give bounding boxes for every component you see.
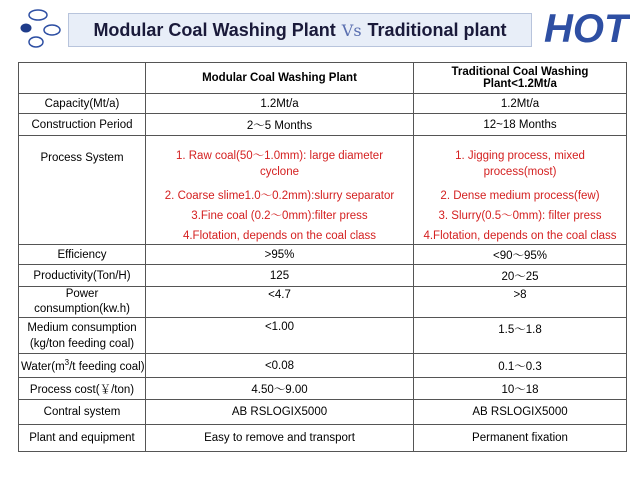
process-line: 3.Fine coal (0.2～0mm):filter press	[191, 210, 368, 222]
title-vs: Vs	[341, 20, 362, 40]
row-label	[19, 287, 146, 318]
table-row	[19, 400, 627, 425]
modular-value: 4.50～9.00	[146, 378, 414, 400]
table-row	[19, 378, 627, 400]
traditional-value: 1.5～1.8	[414, 318, 627, 354]
process-line: 1. Raw coal(50～1.0mm): large diameter	[175, 150, 384, 162]
table-row	[19, 287, 627, 318]
header-modular: Modular Coal Washing Plant	[146, 63, 414, 94]
traditional-value: 10～18	[414, 378, 627, 400]
traditional-value: AB RSLOGIX5000	[414, 400, 627, 425]
modular-value: AB RSLOGIX5000	[146, 400, 414, 425]
logo-text: HOT	[544, 7, 629, 48]
table-row-process	[19, 136, 627, 245]
hot-logo	[540, 4, 630, 48]
water-label-a: Water(m	[21, 360, 65, 373]
modular-process-list	[146, 136, 414, 245]
title-left: Modular Coal Washing Plant	[93, 19, 336, 40]
water-label-b: /t feeding coal)	[69, 360, 145, 373]
table-row	[19, 114, 627, 136]
header-cell-empty	[19, 63, 146, 94]
table-row	[19, 425, 627, 452]
row-label	[19, 318, 146, 354]
table-header-row	[19, 63, 627, 94]
modular-value: 1.2Mt/a	[146, 94, 414, 114]
traditional-value: Permanent fixation	[414, 425, 627, 452]
row-label-line: Power	[65, 288, 99, 300]
title-right: Traditional plant	[367, 19, 507, 40]
table-row	[19, 245, 627, 265]
row-label	[19, 354, 146, 378]
row-label: Contral system	[19, 400, 146, 425]
traditional-value: >8	[414, 287, 627, 318]
traditional-value: 0.1～0.3	[414, 354, 627, 378]
decorative-bubbles-icon	[18, 8, 70, 52]
header-traditional: Traditional Coal Washing Plant<1.2Mt/a	[414, 63, 627, 94]
traditional-process-list	[414, 136, 627, 245]
process-line: cyclone	[260, 166, 299, 178]
table-row	[19, 265, 627, 287]
process-line: 4.Flotation, depends on the coal class	[182, 230, 377, 242]
traditional-value: <90～95%	[414, 245, 627, 265]
process-line: 3. Slurry(0.5～0mm): filter press	[438, 210, 602, 222]
process-line: 4.Flotation, depends on the coal class	[423, 230, 617, 242]
row-label: Plant and equipment	[19, 425, 146, 452]
row-label: Efficiency	[19, 245, 146, 265]
row-label: Process System	[19, 136, 146, 245]
modular-value: Easy to remove and transport	[146, 425, 414, 452]
water-label-sup: 3	[64, 358, 70, 368]
table-row	[19, 354, 627, 378]
modular-value: 125	[146, 265, 414, 287]
traditional-value: 12~18 Months	[414, 114, 627, 136]
process-line: 1. Jigging process, mixed	[455, 150, 585, 162]
row-label-line: consumption(kw.h)	[34, 303, 130, 315]
traditional-value: 20～25	[414, 265, 627, 287]
table-row	[19, 318, 627, 354]
row-label-line: (kg/ton feeding coal)	[29, 337, 135, 350]
traditional-value: 1.2Mt/a	[414, 94, 627, 114]
modular-value: <0.08	[146, 354, 414, 378]
process-line: 2. Coarse slime1.0～0.2mm):slurry separator	[164, 190, 395, 202]
process-line: 2. Dense medium process(few)	[440, 190, 600, 202]
process-line: process(most)	[483, 166, 557, 178]
row-label: Process cost(￥/ton)	[19, 378, 146, 400]
row-label: Capacity(Mt/a)	[19, 94, 146, 114]
comparison-table	[18, 62, 627, 452]
row-label: Construction Period	[19, 114, 146, 136]
modular-value: 2～5 Months	[146, 114, 414, 136]
modular-value: <4.7	[146, 287, 414, 318]
modular-value: <1.00	[146, 318, 414, 354]
row-label-line: Medium consumption	[27, 321, 137, 334]
slide-title	[68, 13, 532, 47]
table-row	[19, 94, 627, 114]
modular-value: >95%	[146, 245, 414, 265]
row-label: Productivity(Ton/H)	[19, 265, 146, 287]
